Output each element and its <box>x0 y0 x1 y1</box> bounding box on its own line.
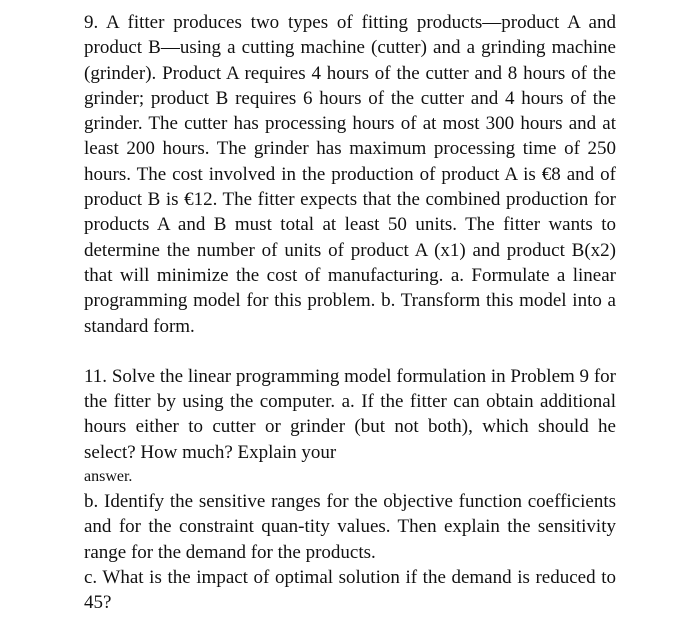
problem-11-part-b: b. Identify the sensitive ranges for the objective function coefficients and for the constraint quan-tity values. Then explain the sensitivity range for the demand for the products. <box>84 491 616 563</box>
problem-11-intro: 11. Solve the linear programming model formulation in Problem 9 for the fitter by using the computer. a. If the fitter can obtain additional hours either to cutter or grinder (but not both), which should he select? How much? Explain your <box>84 365 616 463</box>
problem-11-part-c: c. What is the impact of optimal solution if the demand is reduced to 45? <box>84 566 616 614</box>
problem-9-text: 9. A fitter produces two types of fitting products—product A and product B—using a cutting machine (cutter) and a grinding machine (grinder). Product A requires 4 hours of the cutter and 8 hours of the grinder; product B requires 6 hours of the cutter and 4 hours of the grinder. The cutter has processing hours of at most 300 hours and at least 200 hours. The grinder has maximum processing time of 250 hours. The cost involved in the production of product A is €8 and of product B is €12. The fitter expects that the combined production for products A and B must total at least 50 units. The fitter wants to determine the number of units of product A (x1) and product B(x2) that will minimize the cost of manufacturing. a. Formulate a linear programming model for this problem. b. Transform this model into a standard form. <box>84 12 616 337</box>
document-page <box>84 10 616 616</box>
problem-11-answer-word: answer. <box>84 468 133 486</box>
